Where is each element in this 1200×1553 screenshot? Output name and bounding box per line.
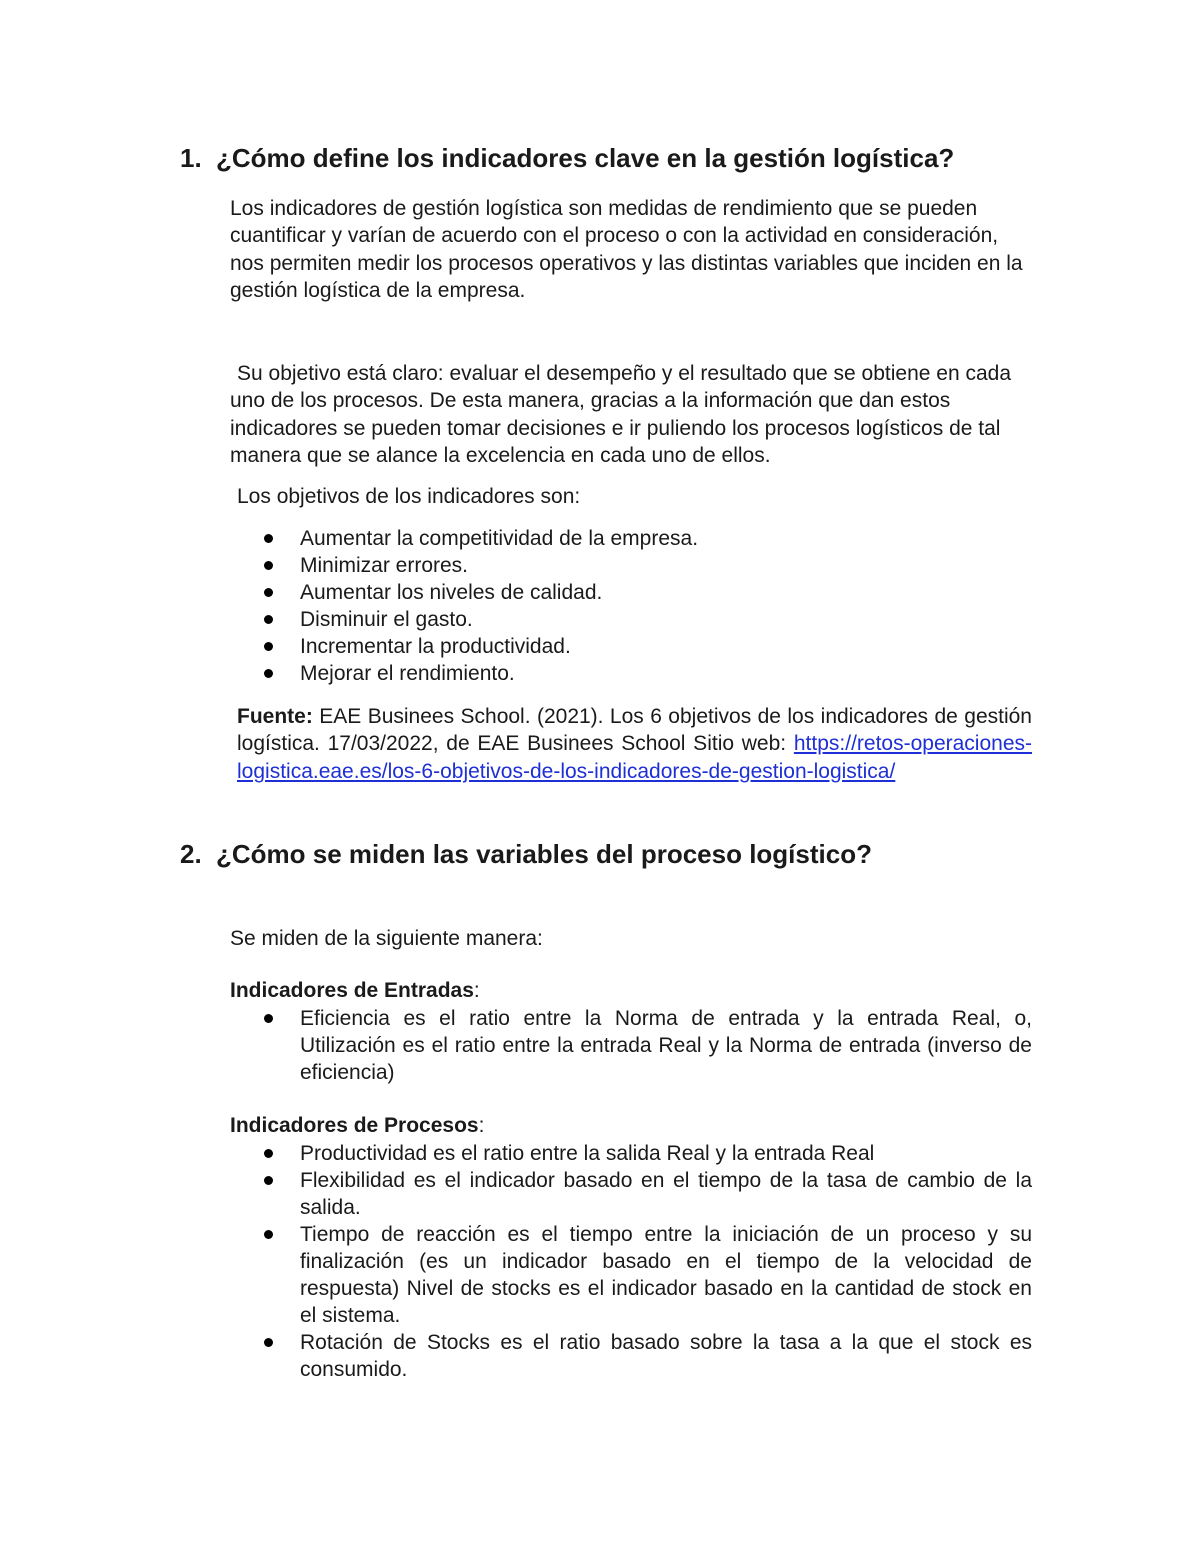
- bullet-icon: [264, 1176, 273, 1185]
- source-text: EAE Businees School. (2021). Los 6 objetivos de los indicadores de gestión logística. 17/03/2022, de EAE Businees School Sitio web:: [237, 705, 1032, 756]
- list-item: Flexibilidad es el indicador basado en el tiempo de la tasa de cambio de la salida.: [230, 1167, 1032, 1221]
- source-label: Fuente:: [237, 705, 313, 728]
- list-item: Productividad es el ratio entre la salida Real y la entrada Real: [230, 1140, 1032, 1167]
- section-1-number: 1.: [180, 143, 202, 173]
- list-item: Incrementar la productividad.: [230, 633, 1032, 660]
- section-1-heading: [180, 142, 954, 174]
- bullet-icon: [264, 561, 273, 570]
- section-1-paragraph-1: Los indicadores de gestión logística son medidas de rendimiento que se pueden cuantificar y varían de acuerdo con el proceso o con la actividad en consideración, nos permiten medir los procesos operativos y las distintas variables que inciden en la gestión logística de la empresa.: [230, 197, 1023, 303]
- bullet-icon: [264, 1149, 273, 1158]
- bullet-icon: [264, 615, 273, 624]
- source-link[interactable]: https://retos-operaciones-logistica.eae.es/los-6-objetivos-de-los-indicadores-de-gestion-logistica/: [237, 732, 1032, 783]
- process-heading: Indicadores de Procesos:: [230, 1114, 485, 1137]
- list-item: Aumentar los niveles de calidad.: [230, 579, 1032, 606]
- source-citation: [237, 703, 1032, 785]
- list-item: Eficiencia es el ratio entre la Norma de entrada y la entrada Real, o, Utilización es el ratio entre la entrada Real y la Norma de entrada (inverso de eficiencia): [230, 1005, 1032, 1086]
- bullet-icon: [264, 1014, 273, 1023]
- bullet-icon: [264, 642, 273, 651]
- process-list: [230, 1140, 1032, 1383]
- inputs-heading: Indicadores de Entradas:: [230, 979, 480, 1002]
- section-1-title: ¿Cómo define los indicadores clave en la gestión logística?: [216, 143, 955, 173]
- bullet-icon: [264, 1338, 273, 1347]
- objectives-list: [230, 525, 1032, 687]
- inputs-label: Indicadores de Entradas: [230, 979, 474, 1002]
- bullet-icon: [264, 1230, 273, 1239]
- list-item: Disminuir el gasto.: [230, 606, 1032, 633]
- objectives-intro: Los objetivos de los indicadores son:: [237, 485, 581, 508]
- list-item: Minimizar errores.: [230, 552, 1032, 579]
- inputs-list: [230, 1005, 1032, 1086]
- list-item: Tiempo de reacción es el tiempo entre la iniciación de un proceso y su finalización (es un indicador basado en el tiempo de la velocidad de respuesta) Nivel de stocks es el indicador basado en la cantidad de stock en el sistema.: [230, 1221, 1032, 1329]
- process-label: Indicadores de Procesos: [230, 1114, 479, 1137]
- bullet-icon: [264, 534, 273, 543]
- section-1-paragraph-2: Su objetivo está claro: evaluar el desempeño y el resultado que se obtiene en cada uno de los procesos. De esta manera, gracias a la información que dan estos indicadores se pueden tomar decisiones e ir puliendo los procesos logísticos de tal manera que se alance la excelencia en cada uno de ellos.: [230, 362, 1012, 468]
- section-2-title: ¿Cómo se miden las variables del proceso logístico?: [216, 839, 872, 869]
- bullet-icon: [264, 669, 273, 678]
- list-item: Mejorar el rendimiento.: [230, 660, 1032, 687]
- list-item: Aumentar la competitividad de la empresa.: [230, 525, 1032, 552]
- section-2-number: 2.: [180, 839, 202, 869]
- section-2-heading: [180, 838, 872, 870]
- section-2-intro: Se miden de la siguiente manera:: [230, 927, 543, 950]
- bullet-icon: [264, 588, 273, 597]
- list-item: Rotación de Stocks es el ratio basado sobre la tasa a la que el stock es consumido.: [230, 1329, 1032, 1383]
